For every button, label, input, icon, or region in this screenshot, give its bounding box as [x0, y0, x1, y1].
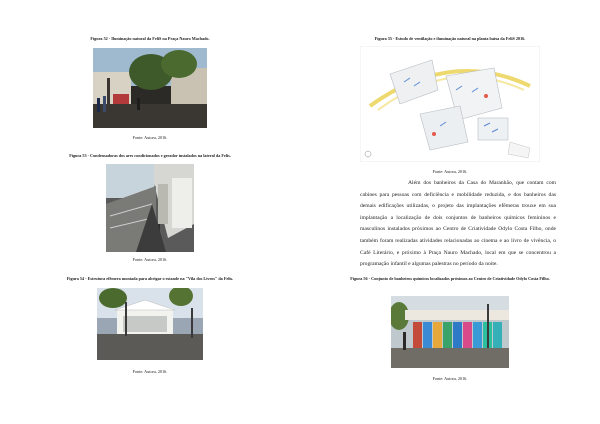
figure-56-caption: Figura 56 - Conjunto de banheiros químicos localizados próximos ao Centro de Criatividade Odylo Costa Filho. — [350, 276, 550, 281]
figure-54-caption: Figura 54 - Estrutura efêmera montada para abrigar o estande na "Vila dos Livros" da Felis. — [66, 276, 234, 281]
figure-53-caption: Figura 53 - Condensadoras dos ares condicionados e gerador instalados na lateral da Felis. — [69, 153, 231, 158]
figure-52-source: Fonte: Autora, 2016. — [132, 135, 168, 140]
figure-55-caption: Figura 55 - Estudo de ventilação e iluminação natural na planta baixa da FeliS 2016. — [374, 36, 526, 41]
figure-55-plan — [360, 46, 540, 162]
body-paragraph-text: Além dos banheiros da Casa do Maranhão, que contam com cabines para pessoas com deficiência e mobilidade reduzida, e dos banheiros das demais edificações utilizadas, o projeto das implantações efêmeras trouxe em sua implantação a localização de dois conjuntos de banheiros químicos femininos e masculinos instalados próximos ao Centro de Criatividade Odylo Costa Filho, onde também foram realizadas atividades relacionadas ao cinema e ao livro de vivência, o Café Literário, e próximo à Praça Nauro Machado, local em que se concentrou a programação infantil e algumas palestras no período da noite. — [360, 180, 556, 268]
figure-53-photo — [106, 164, 194, 252]
figure-55-source: Fonte: Autora, 2016. — [432, 169, 468, 174]
figure-54-photo — [97, 288, 203, 360]
figure-52-caption: Figura 52 - Iluminação natural da FeliS na Praça Nauro Machado. — [90, 36, 210, 41]
figure-54-source: Fonte: Autora, 2016. — [132, 369, 168, 374]
figure-52-photo — [93, 48, 207, 128]
body-paragraph — [360, 178, 556, 271]
figure-56-source: Fonte: Autora, 2016. — [432, 376, 468, 381]
figure-53-source: Fonte: Autora, 2016. — [132, 257, 168, 262]
figure-56-photo — [391, 296, 509, 368]
right-page — [300, 0, 600, 424]
